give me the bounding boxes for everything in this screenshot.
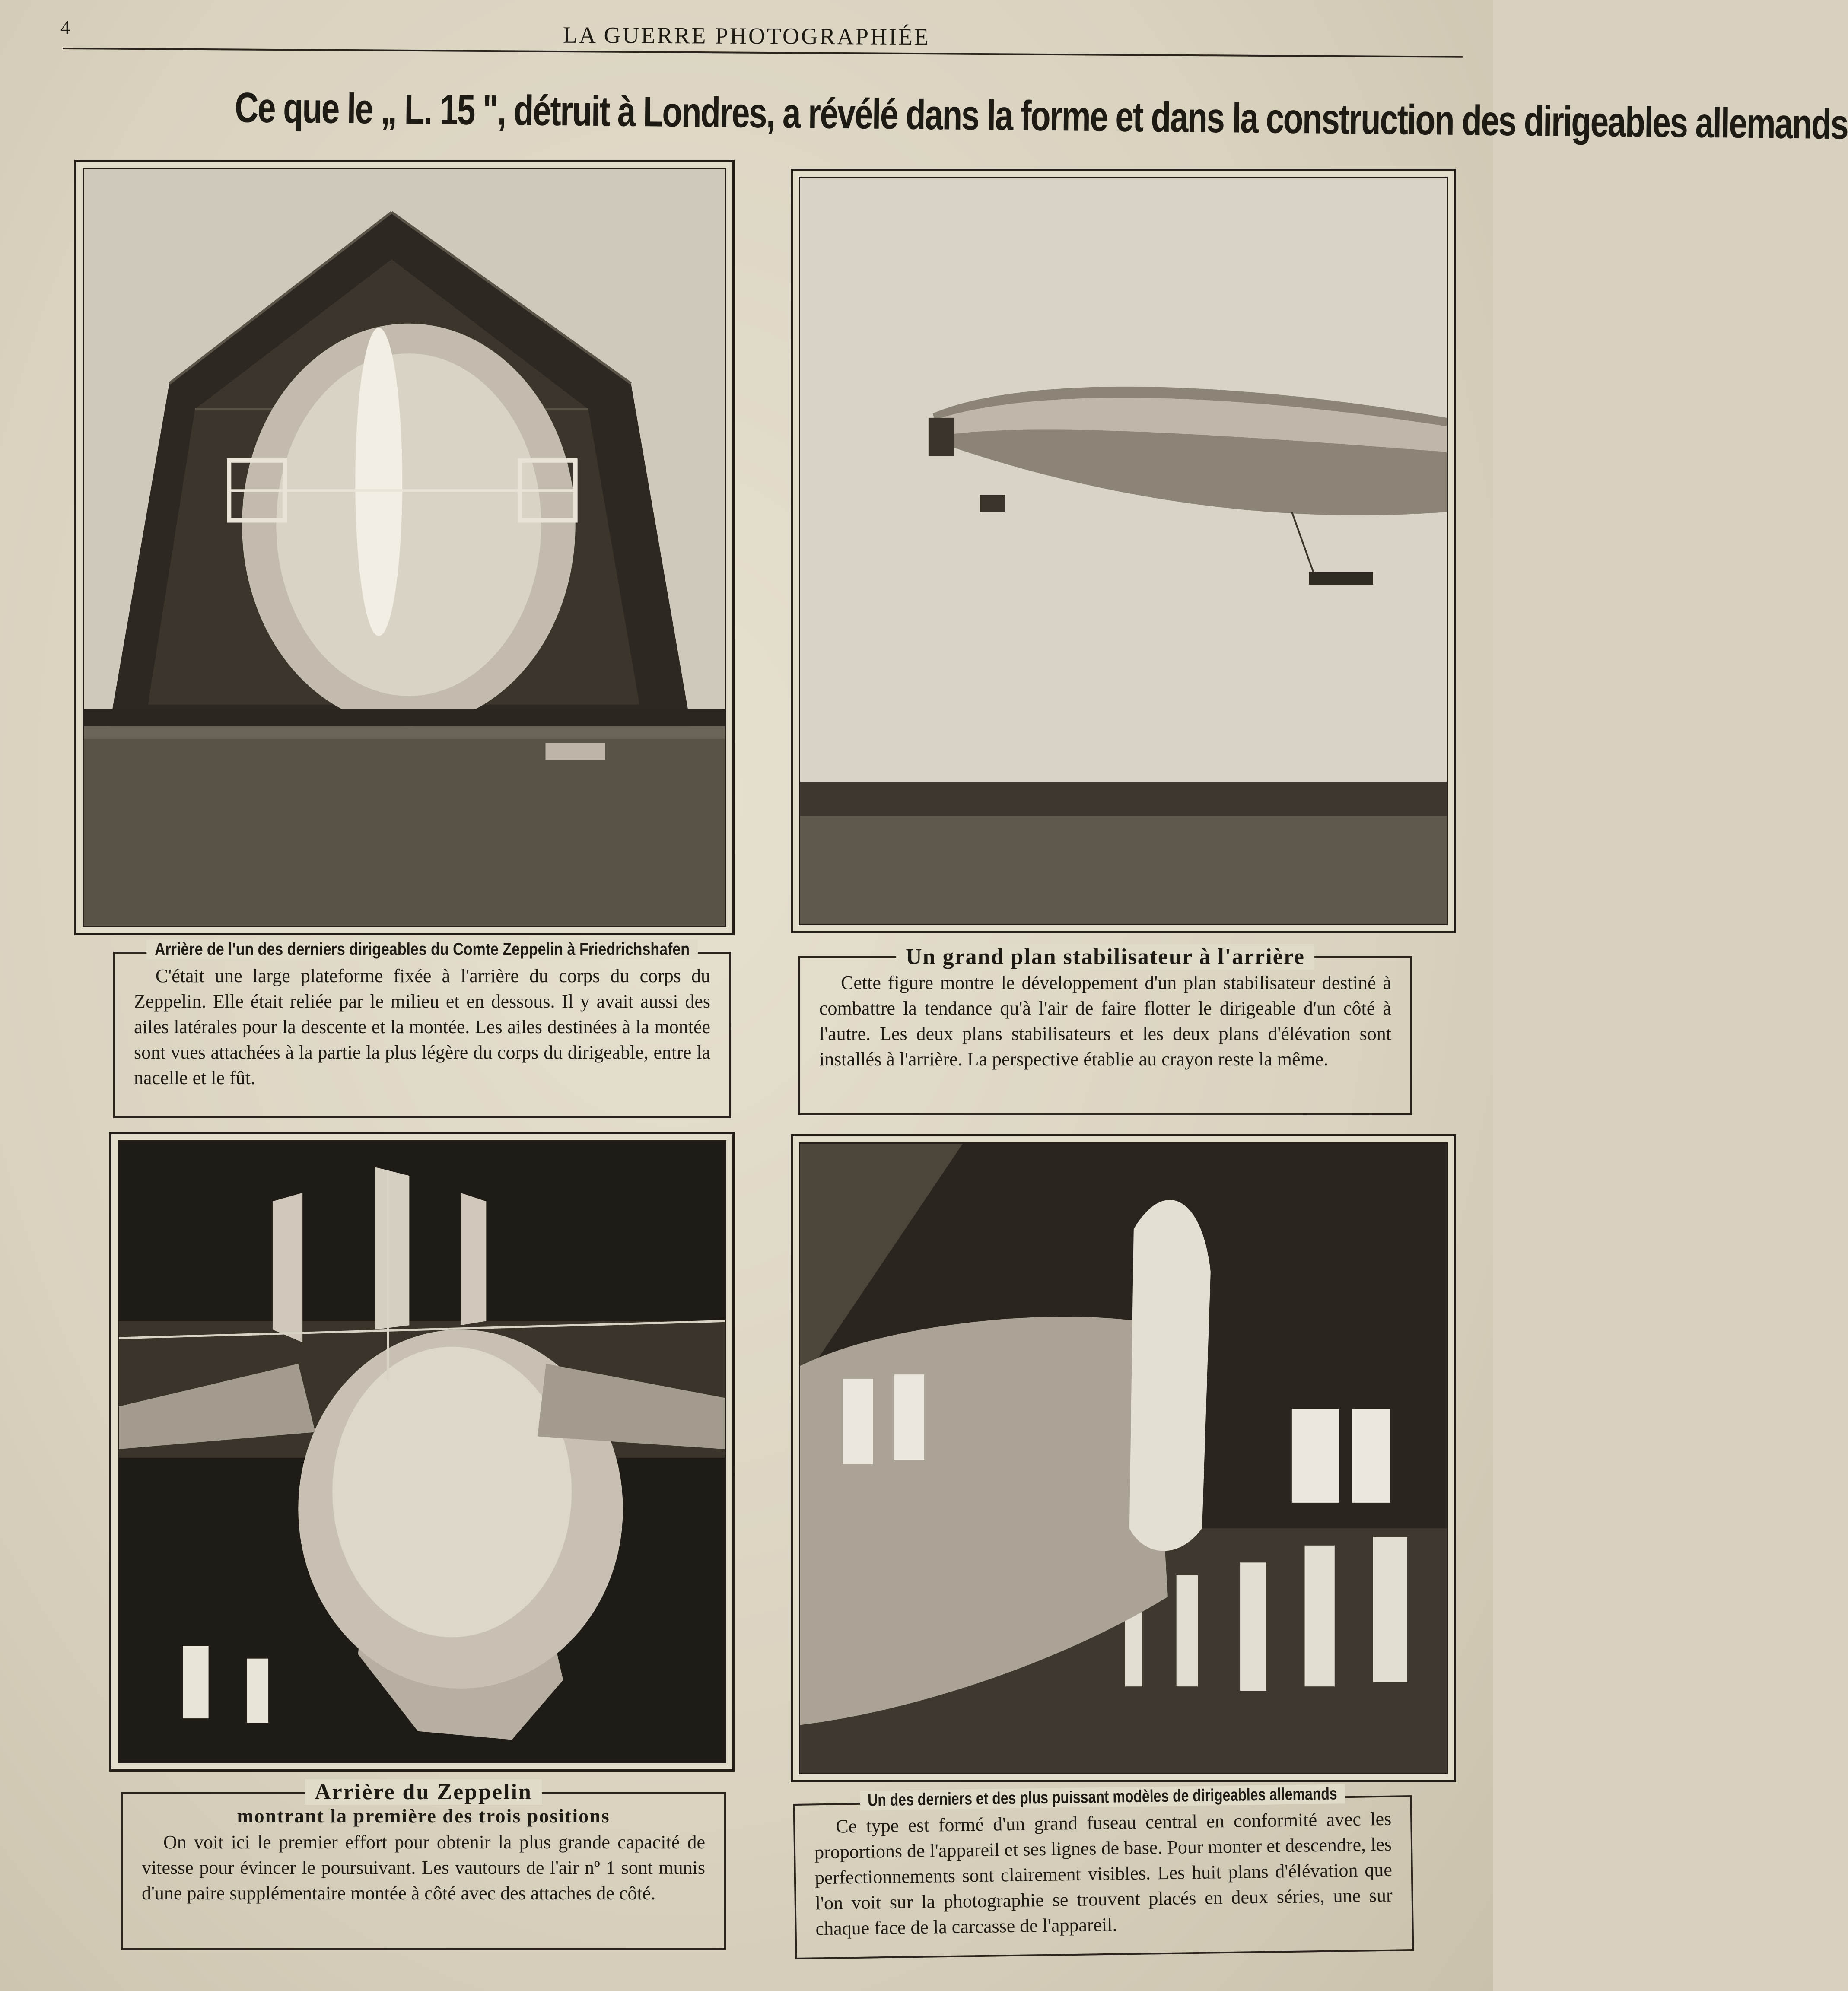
headline: Ce que le „ L. 15 ", détruit à Londres, a révélé dans la forme et dans la construction des dirigeables allemands (234, 83, 1848, 148)
caption-tail-stabilisers (121, 1780, 726, 1950)
caption-title: Un des derniers et des plus puissant modèles de dirigeables allemands (860, 1784, 1345, 1810)
caption-title: Un grand plan stabilisateur à l'arrière (896, 944, 1314, 970)
caption-body: On voit ici le premier effort pour obtenir la plus grande capacité de vitesse pour évincer le poursuivant. Les vautours de l'air nº 1 sont munis d'une paire supplémentaire montée à côté avec des attaches de côté. (142, 1832, 705, 1904)
caption-body: C'était une large plateforme fixée à l'arrière du corps du corps du Zeppelin. Elle était reliée par le milieu et en dessous. Il y avait aussi des ailes latérales pour la descente et la montée. Les ailes destinées à la montée sont vues attachées à la partie la plus légère du corps du dirigeable, entre la nacelle et le fût. (134, 965, 710, 1088)
photo-tail-stabilisers (109, 1132, 735, 1772)
page-number: 4 (60, 17, 70, 38)
photo-large-zeppelin (791, 1134, 1456, 1782)
photo-zeppelin-flight (791, 169, 1456, 933)
caption-title-line1: Arrière du Zeppelin (305, 1779, 542, 1805)
caption-body: Ce type est formé d'un grand fuseau central en conformité avec les proportions de l'appareil et ses lignes de base. Pour monter et descendre, les perfectionnements sont clairement visibles. Les huit plans d'élévation que l'on voit sur la photographie se trouvent placés en deux séries, une sur chaque face de la carcasse de l'appareil. (814, 1808, 1393, 1940)
caption-title-line2: montrant la première des trois positions (237, 1805, 610, 1827)
caption-body: Cette figure montre le développement d'un plan stabilisateur destiné à combattre la tendance qu'à l'air de faire flotter le dirigeable d'un côté à l'autre. Les deux plans stabilisateurs et les deux plans d'élévation sont installés à l'arrière. La perspective établie au crayon reste la même. (819, 972, 1391, 1070)
running-title: LA GUERRE PHOTOGRAPHIÉE (563, 22, 931, 50)
caption-title: Arrière de l'un des derniers dirigeables du Comte Zeppelin à Friedrichshafen (146, 940, 697, 959)
photo-tail-stabilisers-image (119, 1142, 725, 1762)
caption-zeppelin-flight (798, 945, 1412, 1115)
photo-large-zeppelin-image (800, 1144, 1447, 1773)
photo-zeppelin-flight-image (800, 178, 1447, 924)
caption-large-zeppelin (793, 1784, 1414, 1959)
photo-hangar-tail (74, 160, 735, 935)
photo-hangar-tail-image (84, 169, 725, 926)
caption-hangar-tail (113, 940, 731, 1118)
